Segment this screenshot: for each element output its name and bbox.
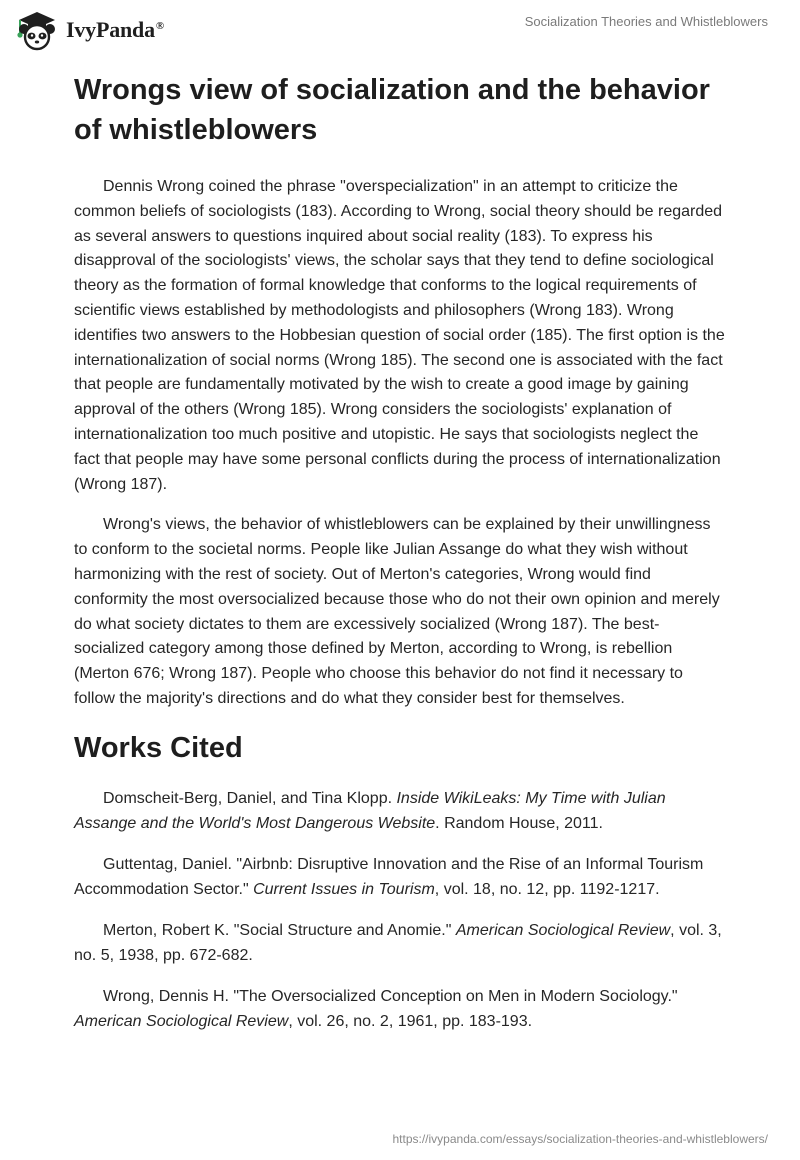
source-url-link[interactable]: https://ivypanda.com/essays/socialization-theories-and-whistleblowers/ — [392, 1132, 768, 1146]
citation-entry: Wrong, Dennis H. "The Oversocialized Conception on Men in Modern Sociology." American Sociological Review, vol. 26, no. 2, 1961, pp. 183-193. — [74, 988, 678, 1030]
body-paragraph: Wrong's views, the behavior of whistleblowers can be explained by their unwillingness to conform to the societal norms. People like Julian Assange do what they wish without harmonizing with the rest of society. Out of Merton's categories, Wrong would find conformity the most oversocialized because those who do not their own opinion and merely do what society dictates to them are excessively socialized (Wrong 187). The best-socialized category among those defined by Merton, according to Wrong, is rebellion (Merton 676; Wrong 187). People who choose this behavior do not find it necessary to follow the majority's directions and do what they consider best for themselves. — [74, 516, 720, 707]
citation-entry: Guttentag, Daniel. "Airbnb: Disruptive Innovation and the Rise of an Informal Tourism Accommodation Sector." Current Issues in Tourism, vol. 18, no. 12, pp. 1192-1217. — [74, 855, 704, 898]
brand-name: IvyPanda® — [66, 17, 164, 42]
panda-graduate-icon — [14, 9, 60, 51]
works-cited-title: Works Cited — [74, 731, 243, 764]
citation-entry: Merton, Robert K. "Social Structure and Anomie." American Sociological Review, vol. 3, no. 5, 1938, pp. 672-682. — [74, 921, 722, 964]
body-paragraph: Dennis Wrong coined the phrase "overspecialization" in an attempt to criticize the common beliefs of sociologists (183). According to Wrong, social theory should be regarded as several answers to questions inquired about social reality (183). To express his disapproval of the sociologists' views, the scholar says that they tend to define sociological theory as the formation of formal knowledge that conforms to the logical requirements of scientific views established by methodologists and philosophers (Wrong 183). Wrong identifies two answers to the Hobbesian question of social order (185). The first option is the internationalization of social norms (Wrong 185). The second one is associated with the fact that people are fundamentally motivated by the wish to create a good image by gaining approval of the others (Wrong 185). Wrong considers the sociologists' explanation of internationalization too much positive and utopistic. He says that sociologists neglect the fact that people may have some personal conflicts during the process of internationalization (Wrong 187). — [74, 178, 725, 493]
essay-content — [74, 70, 726, 1051]
section-title: Wrongs view of socialization and the behavior of whistleblowers — [74, 74, 710, 146]
citation-entry: Domscheit-Berg, Daniel, and Tina Klopp. Inside WikiLeaks: My Time with Julian Assange and the World's Most Dangerous Website. Random House, 2011. — [74, 789, 666, 832]
running-title: Socialization Theories and Whistleblowers — [524, 14, 768, 29]
page-header — [0, 0, 800, 60]
ivypanda-logo[interactable] — [14, 9, 164, 51]
